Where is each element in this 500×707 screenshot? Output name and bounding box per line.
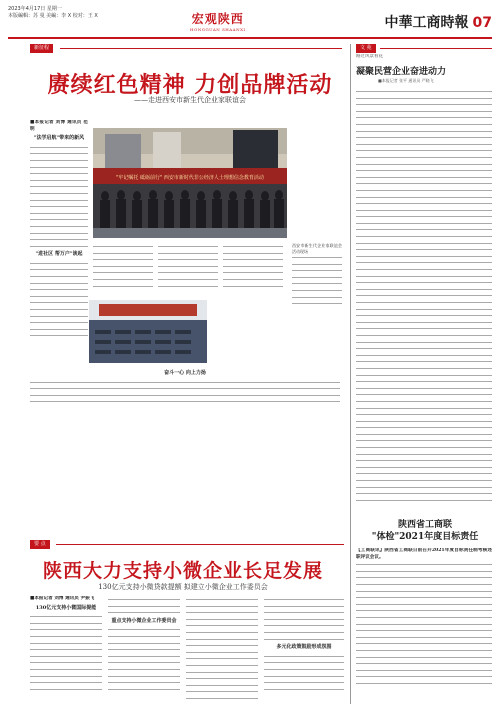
masthead-editors: 本版編輯：苏 曼 美編：李 X 校对：王 X xyxy=(8,13,98,19)
meeting-photo xyxy=(89,300,207,363)
article3-section-3: 多元化政策鼓励形成氛围 xyxy=(276,644,332,651)
article3-headline: 陕西大力支持小微企业长足发展 xyxy=(42,560,323,582)
article3-column-2 xyxy=(108,596,180,704)
tag-rule xyxy=(60,48,342,49)
article1-byline: ■本报记者 刘博 通讯员 范明 xyxy=(30,120,88,132)
section-tag-key-points: 要 点 xyxy=(30,540,50,549)
masthead-info xyxy=(8,6,158,20)
masthead-date: 2023年4月17日 星期一 xyxy=(8,6,62,12)
article1-headline: 赓续红色精神 力创品牌活动 xyxy=(47,72,333,98)
article3-subhead: 130亿元支持小微贷款提额 拟建立小微企业工作委员会 xyxy=(98,583,268,591)
right-article-body xyxy=(356,88,492,508)
article1-subtitle-1: "法学启航"带来的新风 xyxy=(33,135,85,142)
section-pinyin: HONGGUAN SHAANXI xyxy=(190,27,246,32)
article2-headline: 陕西省工商联 "体检"2021年度目标责任 xyxy=(371,520,479,542)
section-nameplate xyxy=(190,10,246,32)
newspaper-name: 中華工商時報 xyxy=(384,15,469,31)
article1-column-3 xyxy=(158,243,218,295)
photo-caption: 西安市新生代企业家联谊会活动现场 xyxy=(292,243,342,254)
tag-rule xyxy=(56,544,344,545)
section-tag-literature: 文 苑 xyxy=(356,44,376,53)
article2-body xyxy=(356,548,492,698)
section-tag-new-journey: 新征程 xyxy=(30,44,53,53)
article3-column-3 xyxy=(186,596,258,704)
article1-subtitle-2: "进社区 帮万户"谈起 xyxy=(35,251,83,258)
section-name: 宏观陕西 xyxy=(191,12,244,26)
article3-section-1: 130亿元支持小微国际提能 xyxy=(35,604,97,611)
article1-subtitle-3: 奋斗一心 向上力扬 xyxy=(164,370,206,376)
article3-byline: ■本报记者 刘博 通讯员 尹振飞 xyxy=(30,596,95,601)
right-article-title: 凝聚民营企业奋进动力 xyxy=(356,67,447,77)
article1-left-column xyxy=(30,120,88,360)
tag-rule xyxy=(380,48,492,49)
masthead xyxy=(8,6,492,36)
right-article-label-wrap xyxy=(356,54,492,64)
article1-photo xyxy=(93,128,287,238)
meeting-hall-image xyxy=(89,300,207,363)
article1-lower-text xyxy=(30,368,340,408)
photo-captions xyxy=(292,243,342,333)
article3-column-1 xyxy=(30,596,102,704)
newspaper-title xyxy=(385,12,492,32)
page-number: 07 xyxy=(472,15,492,31)
article3-section-2: 重点支持小微企业工作委员会 xyxy=(111,617,177,624)
body-text-block xyxy=(30,260,88,339)
article1-column-4 xyxy=(223,243,283,295)
column-divider xyxy=(350,44,351,704)
right-article-byline: ■本报记者 张平 通讯员 严晓飞 xyxy=(378,78,434,83)
article2-lead: 【工商联讯】陕西省工商联日前召开2021年度目标责任制考核述职评议会议。 xyxy=(356,548,492,560)
photo-banner-text: "牢记嘱托 砥砺前行" 西安市新时代非公经济人士理想信念教育活动 xyxy=(116,175,264,181)
masthead-rule xyxy=(8,37,492,39)
group-photo-image xyxy=(93,128,287,238)
right-article-label: 路过风景看花 xyxy=(356,54,383,59)
article1-subhead: ——走进西安市新生代企业家联谊会 xyxy=(134,96,246,104)
article1-column-2 xyxy=(93,243,153,295)
body-text-block xyxy=(30,144,88,250)
article3-column-4 xyxy=(264,596,344,704)
